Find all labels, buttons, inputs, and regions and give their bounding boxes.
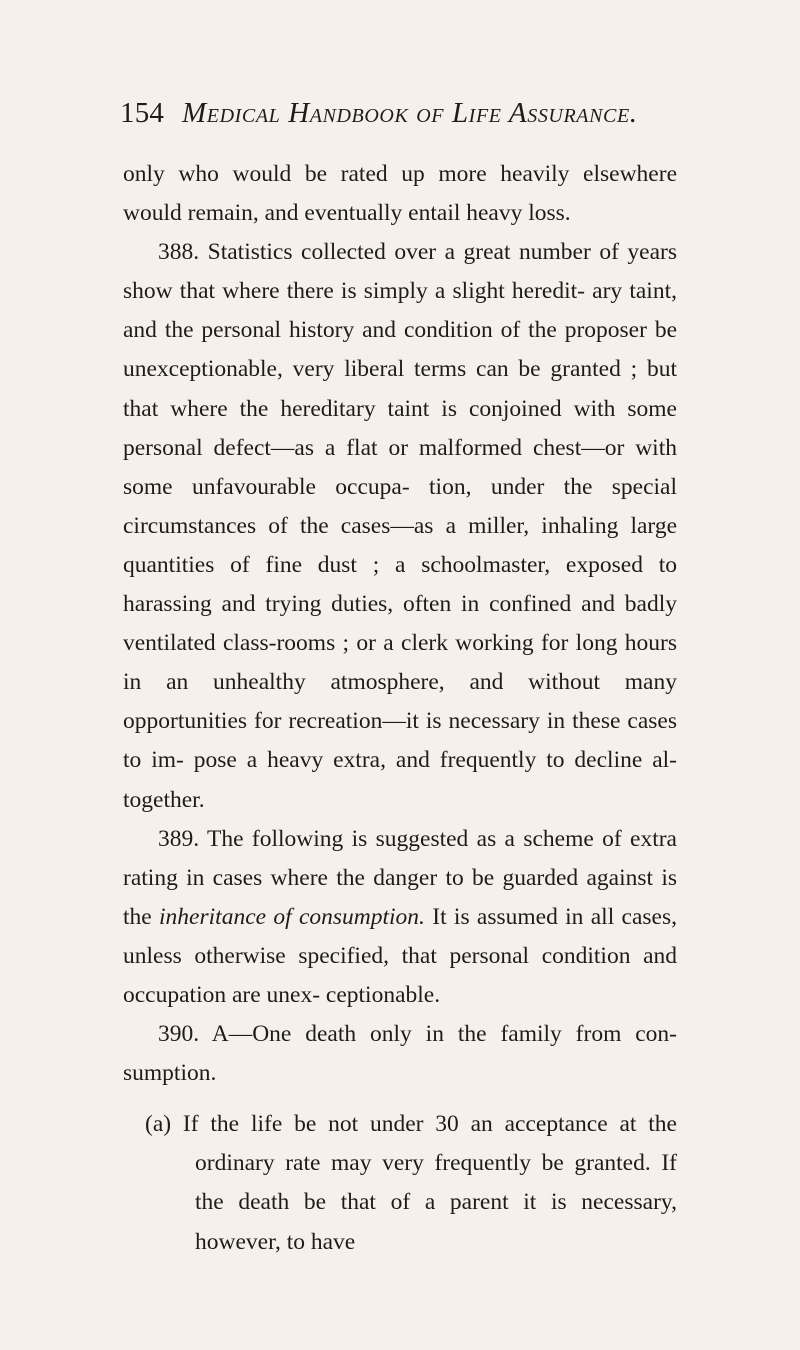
subparagraph-a [145, 1105, 677, 1261]
paragraph-continuation: only who would be rated up more heavily elsewhere would remain, and eventually entail heavy loss. [123, 161, 677, 227]
running-header [120, 93, 680, 133]
subparagraph-a-text: If the life be not under 30 an acceptance at the ordinary rate may very frequently be granted. If the death be that of a parent it is necessary, however, to have [171, 1111, 677, 1255]
paragraph-389 [123, 820, 677, 1015]
paragraph-389-emphasis: inheritance of consumption. [159, 903, 425, 930]
paragraph-389-start: 389. The following is suggested as a scheme of extra rating in cases where the danger to be guarded against is the [123, 825, 677, 930]
page-number: 154 [120, 97, 165, 129]
paragraph-390: 390. A—One death only in the family from con- sumption. [123, 1021, 677, 1087]
book-title: Medical Handbook of Life Assurance. [182, 97, 638, 129]
paragraph-389-end: It is assumed in all cases, unless otherwise specified, that personal condition and occupation are unex- ceptionable. [123, 903, 677, 1008]
subparagraph-a-label: (a) [145, 1111, 172, 1138]
paragraph-388: 388. Statistics collected over a great number of years show that where there is simply a slight heredit- ary taint, and the personal history and condition of the proposer be unexceptionable, very liberal terms can be granted ; but that where the hereditary taint is conjoined with some personal defect—as a flat or malformed chest—or with some unfavourable occupa- tion, under the special circumstances of the cases—as a miller, inhaling large quantities of fine dust ; a schoolmaster, exposed to harassing and trying duties, often in confined and badly ventilated class-rooms ; or a clerk working for long hours in an unhealthy atmosphere, and without many opportunities for recreation—it is necessary in these cases to im- pose a heavy extra, and frequently to decline al- together. [123, 239, 677, 813]
page-body [123, 155, 677, 1262]
